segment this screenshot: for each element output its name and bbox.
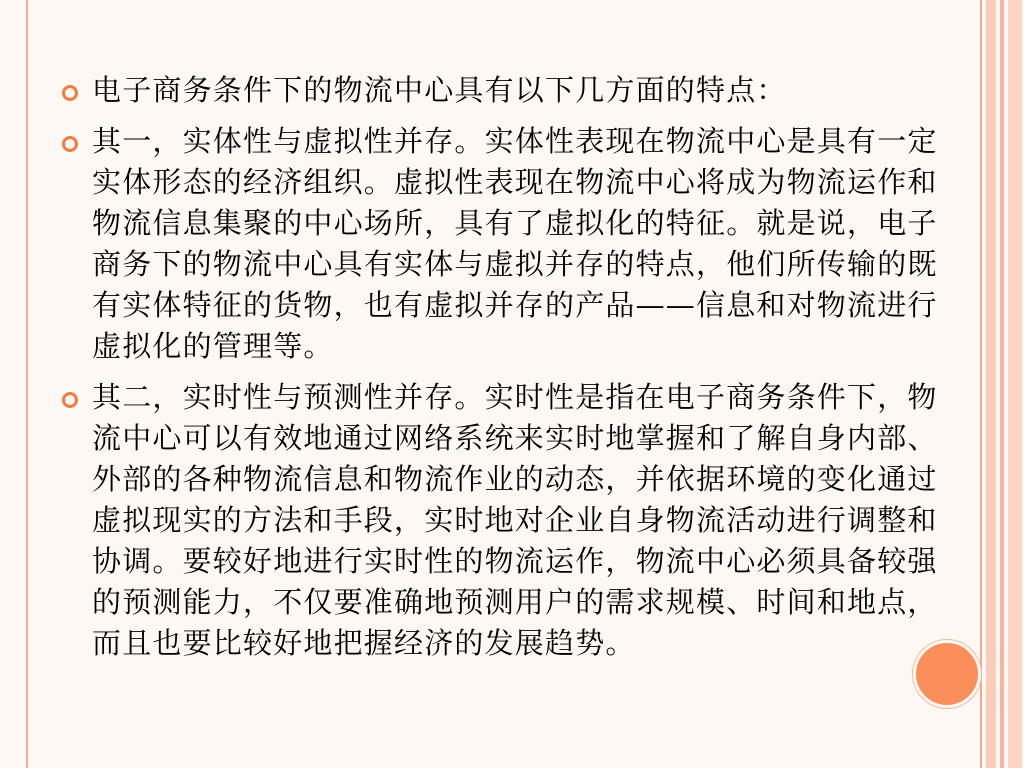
bullet-item [62,377,946,664]
decorative-orange-circle [913,640,981,708]
bullet-text: 其二，实时性与预测性并存。实时性是指在电子商务条件下，物流中心可以有效地通过网络系统来实时地掌握和了解自身内部、外部的各种物流信息和物流作业的动态，并依据环境的变化通过虚拟现实的方法和手段，实时地对企业自身物流活动进行调整和协调。要较好地进行实时性的物流运作，物流中心必须具备较强的预测能力，不仅要准确地预测用户的需求规模、时间和地点，而且也要比较好地把握经济的发展趋势。 [92,380,938,660]
stripe [1008,0,1022,768]
stripe [980,0,982,768]
bullet-text: 其一，实体性与虚拟性并存。实体性表现在物流中心是具有一定实体形态的经济组织。虚拟性表现在物流中心将成为物流运作和物流信息集聚的中心场所，具有了虚拟化的特征。就是说，电子商务下的物流中心具有实体与虚拟并存的特点，他们所传输的既有实体特征的货物，也有虚拟并存的产品——信息和对物流进行虚拟化的管理等。 [92,124,938,363]
stripe [986,0,996,768]
right-decorative-stripes [980,0,1024,768]
stripe [1000,0,1004,768]
bullet-circle-icon [62,136,78,152]
bullet-item [62,121,946,367]
bullet-text: 电子商务条件下的物流中心具有以下几方面的特点： [92,73,787,107]
slide-body [62,70,946,674]
left-frame-line [26,0,28,768]
bullet-circle-icon [62,392,78,408]
bullet-circle-icon [62,85,78,101]
bullet-item [62,70,946,111]
